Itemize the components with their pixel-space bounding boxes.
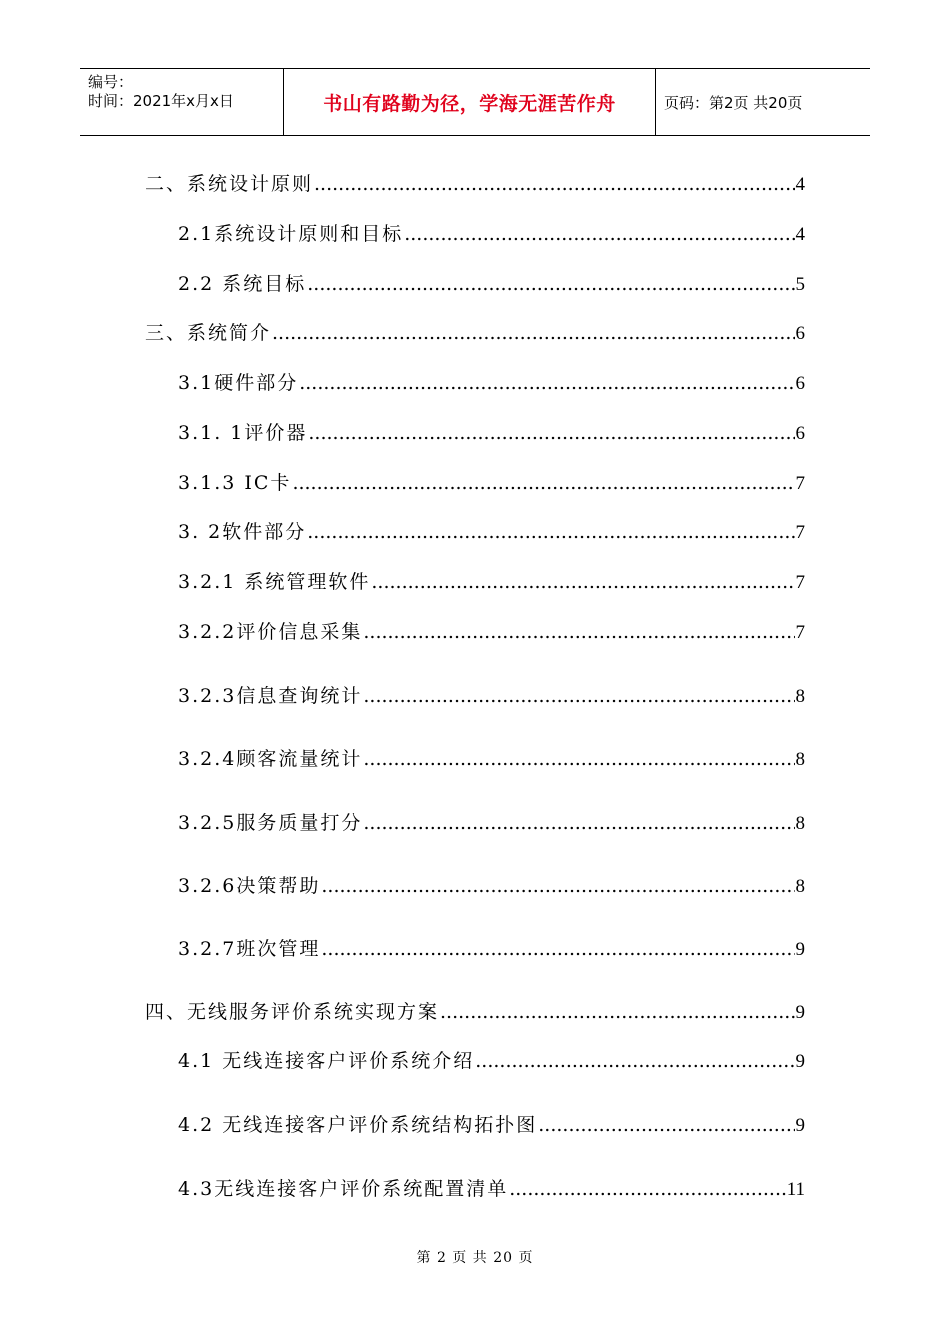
toc-entry-title: 3.1. 1评价器 — [178, 422, 308, 444]
toc-entry[interactable] — [145, 1000, 805, 1025]
toc-entry-title: 3.2.6决策帮助 — [178, 875, 321, 897]
toc-entry-page: 8 — [795, 876, 805, 897]
toc-entry-title: 3.2.7班次管理 — [178, 938, 321, 960]
toc-dot-leader — [371, 570, 794, 594]
toc-entry-title: 三、系统简介 — [145, 322, 272, 344]
toc-dot-leader — [363, 620, 794, 644]
toc-dot-leader — [509, 1177, 785, 1201]
toc-entry-page: 9 — [795, 1115, 805, 1136]
toc-entry-page: 7 — [795, 572, 805, 593]
page-footer: 第 2 页 共 20 页 — [416, 1250, 534, 1266]
toc-entry-title: 4.3无线连接客户评价系统配置清单 — [178, 1178, 509, 1200]
serial-label: 编号： — [88, 73, 134, 91]
toc-entry-title: 3.2.2评价信息采集 — [178, 621, 363, 643]
toc-entry[interactable] — [178, 222, 805, 247]
toc-entry-page: 4 — [795, 224, 805, 245]
toc-entry-page: 6 — [795, 373, 805, 394]
toc-entry-title: 3.1.3 IC卡 — [178, 472, 292, 494]
toc-entry[interactable] — [178, 272, 805, 297]
toc-dot-leader — [538, 1113, 794, 1137]
toc-entry[interactable] — [145, 321, 805, 346]
toc-entry-page: 5 — [795, 274, 805, 295]
toc-entry-page: 9 — [795, 1002, 805, 1023]
toc-entry-title: 4.2 无线连接客户评价系统结构拓扑图 — [178, 1114, 538, 1136]
toc-dot-leader — [292, 471, 794, 495]
toc-entry[interactable] — [178, 937, 805, 962]
toc-dot-leader — [308, 421, 794, 445]
toc-entry[interactable] — [178, 570, 805, 595]
toc-dot-leader — [363, 747, 794, 771]
toc-entry-title: 3. 2软件部分 — [178, 521, 307, 543]
toc-entry-title: 3.2.4顾客流量统计 — [178, 748, 363, 770]
toc-entry-title: 2.1系统设计原则和目标 — [178, 223, 404, 245]
toc-entry-title: 3.2.3信息查询统计 — [178, 685, 363, 707]
toc-entry[interactable] — [178, 811, 805, 836]
toc-entry-title: 3.1硬件部分 — [178, 372, 299, 394]
toc-entry-page: 6 — [795, 323, 805, 344]
toc-dot-leader — [321, 937, 794, 961]
toc-entry[interactable] — [178, 1113, 805, 1138]
toc-entry-page: 8 — [795, 749, 805, 770]
toc-entry-page: 9 — [795, 939, 805, 960]
toc-entry-page: 9 — [795, 1051, 805, 1072]
toc-dot-leader — [307, 272, 794, 296]
header-motto: 书山有路勤为径，学海无涯苦作舟 — [284, 69, 656, 135]
toc-dot-leader — [363, 811, 794, 835]
toc-entry[interactable] — [178, 421, 805, 446]
toc-dot-leader — [440, 1000, 794, 1024]
header-page-info: 页码：第2页 共20页 — [664, 93, 803, 112]
time-label: 时间：2021年x月x日 — [88, 92, 234, 110]
toc-entry-title: 4.1 无线连接客户评价系统介绍 — [178, 1050, 475, 1072]
toc-entry[interactable] — [178, 874, 805, 899]
toc-entry[interactable] — [178, 1177, 805, 1202]
toc-dot-leader — [321, 874, 794, 898]
toc-entry[interactable] — [178, 371, 805, 396]
toc-entry-page: 6 — [795, 423, 805, 444]
toc-entry[interactable] — [178, 620, 805, 645]
toc-entry[interactable] — [178, 747, 805, 772]
toc-entry[interactable] — [178, 684, 805, 709]
toc-entry-page: 7 — [795, 522, 805, 543]
toc-entry-page: 11 — [786, 1179, 805, 1200]
toc-entry-title: 四、无线服务评价系统实现方案 — [145, 1001, 440, 1023]
toc-dot-leader — [272, 321, 794, 345]
toc-entry[interactable] — [178, 520, 805, 545]
toc-dot-leader — [314, 172, 794, 196]
toc-dot-leader — [307, 520, 794, 544]
toc-entry[interactable] — [178, 471, 805, 496]
toc-entry-page: 7 — [795, 473, 805, 494]
toc-dot-leader — [475, 1049, 794, 1073]
toc-entry-title: 3.2.5服务质量打分 — [178, 812, 363, 834]
toc-entry-page: 8 — [795, 686, 805, 707]
toc-dot-leader — [404, 222, 794, 246]
toc-entry-title: 3.2.1 系统管理软件 — [178, 571, 371, 593]
toc-dot-leader — [363, 684, 794, 708]
toc-dot-leader — [299, 371, 794, 395]
toc-entry[interactable] — [178, 1049, 805, 1074]
toc-entry-page: 7 — [795, 622, 805, 643]
toc-entry-page: 8 — [795, 813, 805, 834]
toc-entry-title: 二、系统设计原则 — [145, 173, 314, 195]
toc-entry-page: 4 — [795, 174, 805, 195]
toc-entry[interactable] — [145, 172, 805, 197]
toc-entry-title: 2.2 系统目标 — [178, 273, 307, 295]
